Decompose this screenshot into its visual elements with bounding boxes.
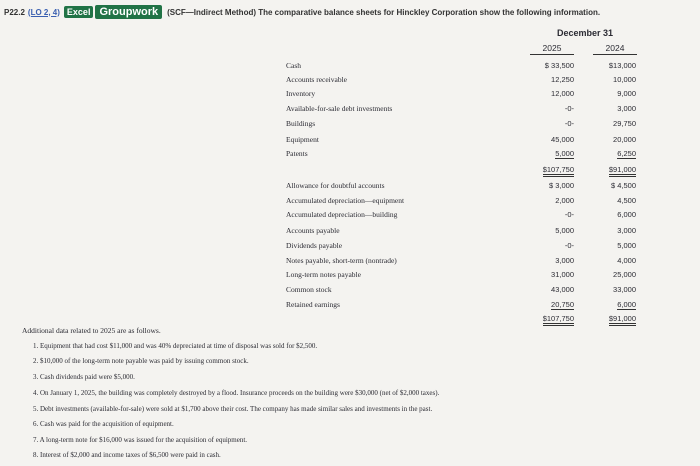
row-label: Common stock bbox=[286, 285, 332, 294]
learning-objectives-link[interactable]: (LO 2, 4) bbox=[27, 7, 60, 17]
value-2024: 29,750 bbox=[613, 119, 636, 128]
debit-total-row bbox=[0, 164, 700, 175]
problem-header bbox=[4, 4, 600, 20]
value-2025: 43,000 bbox=[551, 285, 574, 294]
value-2024: 6,000 bbox=[617, 300, 636, 309]
value-2024: 5,000 bbox=[617, 241, 636, 250]
list-item: 3. Cash dividends paid were $5,000. bbox=[33, 373, 135, 381]
value-2025: 12,250 bbox=[551, 75, 574, 84]
list-item: 5. Debt investments (available-for-sale) were sold at $1,700 above their cost. The company has made similar sales and investments in the past. bbox=[33, 405, 433, 413]
table-row bbox=[0, 225, 700, 236]
row-label: Available-for-sale debt investments bbox=[286, 104, 393, 113]
value-2025: -0- bbox=[564, 241, 574, 250]
row-label: Long-term notes payable bbox=[286, 270, 361, 279]
row-label: Cash bbox=[286, 61, 301, 70]
row-label: Inventory bbox=[286, 89, 316, 98]
value-2025: 3,000 bbox=[555, 256, 574, 265]
table-row bbox=[0, 284, 700, 295]
list-item: 4. On January 1, 2025, the building was completely destroyed by a flood. Insurance proceeds on the building were $30,000 (net of $2,000 taxes). bbox=[33, 389, 440, 397]
value-2025: 2,000 bbox=[555, 196, 574, 205]
value-2024: 6,000 bbox=[617, 210, 636, 219]
table-row bbox=[0, 299, 700, 310]
table-row bbox=[0, 103, 700, 114]
value-2024: 10,000 bbox=[613, 75, 636, 84]
year-2025-header: 2025 bbox=[530, 43, 574, 55]
list-item: 7. A long-term note for $16,000 was issued for the acquisition of equipment. bbox=[33, 436, 248, 444]
table-row bbox=[0, 209, 700, 220]
value-2024: 6,250 bbox=[617, 149, 636, 158]
value-2025: -0- bbox=[564, 119, 574, 128]
value-2024: 4,000 bbox=[617, 256, 636, 265]
additional-data-title: Additional data related to 2025 are as follows. bbox=[22, 326, 161, 335]
value-2025: -0- bbox=[564, 210, 574, 219]
date-header: December 31 bbox=[556, 28, 614, 38]
row-label: Accounts receivable bbox=[286, 75, 348, 84]
value-2025: 5,000 bbox=[555, 149, 574, 158]
table-row bbox=[0, 88, 700, 99]
value-2024: $13,000 bbox=[608, 61, 636, 70]
year-2024-header: 2024 bbox=[593, 43, 637, 55]
value-2025: 31,000 bbox=[551, 270, 574, 279]
value-2025: $ 3,000 bbox=[548, 181, 574, 190]
value-2024: 4,500 bbox=[617, 196, 636, 205]
value-2025: 5,000 bbox=[555, 226, 574, 235]
table-row bbox=[0, 240, 700, 251]
groupwork-badge[interactable]: Groupwork bbox=[95, 5, 162, 19]
table-row bbox=[0, 180, 700, 191]
list-item: 1. Equipment that had cost $11,000 and was 40% depreciated at time of disposal was sold for $2,500. bbox=[33, 342, 318, 350]
value-2024: 9,000 bbox=[617, 89, 636, 98]
list-item: 6. Cash was paid for the acquisition of equipment. bbox=[33, 420, 174, 428]
total-2025: $107,750 bbox=[543, 314, 574, 326]
table-row bbox=[0, 60, 700, 71]
value-2024: 33,000 bbox=[613, 285, 636, 294]
row-label: Allowance for doubtful accounts bbox=[286, 181, 385, 190]
row-label: Accumulated depreciation—equipment bbox=[286, 196, 405, 205]
total-2024: $91,000 bbox=[609, 314, 636, 326]
row-label: Notes payable, short-term (nontrade) bbox=[286, 256, 397, 265]
list-item: 8. Interest of $2,000 and income taxes of $6,500 were paid in cash. bbox=[33, 451, 221, 459]
value-2025: -0- bbox=[564, 104, 574, 113]
row-label: Patents bbox=[286, 149, 308, 158]
problem-number: P22.2 bbox=[4, 7, 25, 17]
table-row bbox=[0, 148, 700, 159]
value-2025: 45,000 bbox=[551, 135, 574, 144]
total-2024: $91,000 bbox=[609, 165, 636, 177]
value-2024: 3,000 bbox=[617, 104, 636, 113]
value-2025: 12,000 bbox=[551, 89, 574, 98]
table-row bbox=[0, 195, 700, 206]
value-2024: 3,000 bbox=[617, 226, 636, 235]
table-row bbox=[0, 269, 700, 280]
table-row bbox=[0, 74, 700, 85]
row-label: Accumulated depreciation—building bbox=[286, 210, 398, 219]
row-label: Equipment bbox=[286, 135, 319, 144]
row-label: Accounts payable bbox=[286, 226, 340, 235]
value-2024: 25,000 bbox=[613, 270, 636, 279]
table-row bbox=[0, 118, 700, 129]
credit-total-row bbox=[0, 313, 700, 324]
row-label: Retained earnings bbox=[286, 300, 340, 309]
problem-description: (SCF—Indirect Method) The comparative balance sheets for Hinckley Corporation show the following information. bbox=[167, 7, 601, 17]
value-2024: 20,000 bbox=[613, 135, 636, 144]
value-2024: $ 4,500 bbox=[610, 181, 636, 190]
excel-badge[interactable]: Excel bbox=[64, 6, 94, 18]
row-label: Buildings bbox=[286, 119, 316, 128]
total-2025: $107,750 bbox=[543, 165, 574, 177]
table-row bbox=[0, 134, 700, 145]
list-item: 2. $10,000 of the long-term note payable was paid by issuing common stock. bbox=[33, 357, 249, 365]
value-2025: $ 33,500 bbox=[544, 61, 574, 70]
row-label: Dividends payable bbox=[286, 241, 343, 250]
value-2025: 20,750 bbox=[551, 300, 574, 309]
table-row bbox=[0, 255, 700, 266]
